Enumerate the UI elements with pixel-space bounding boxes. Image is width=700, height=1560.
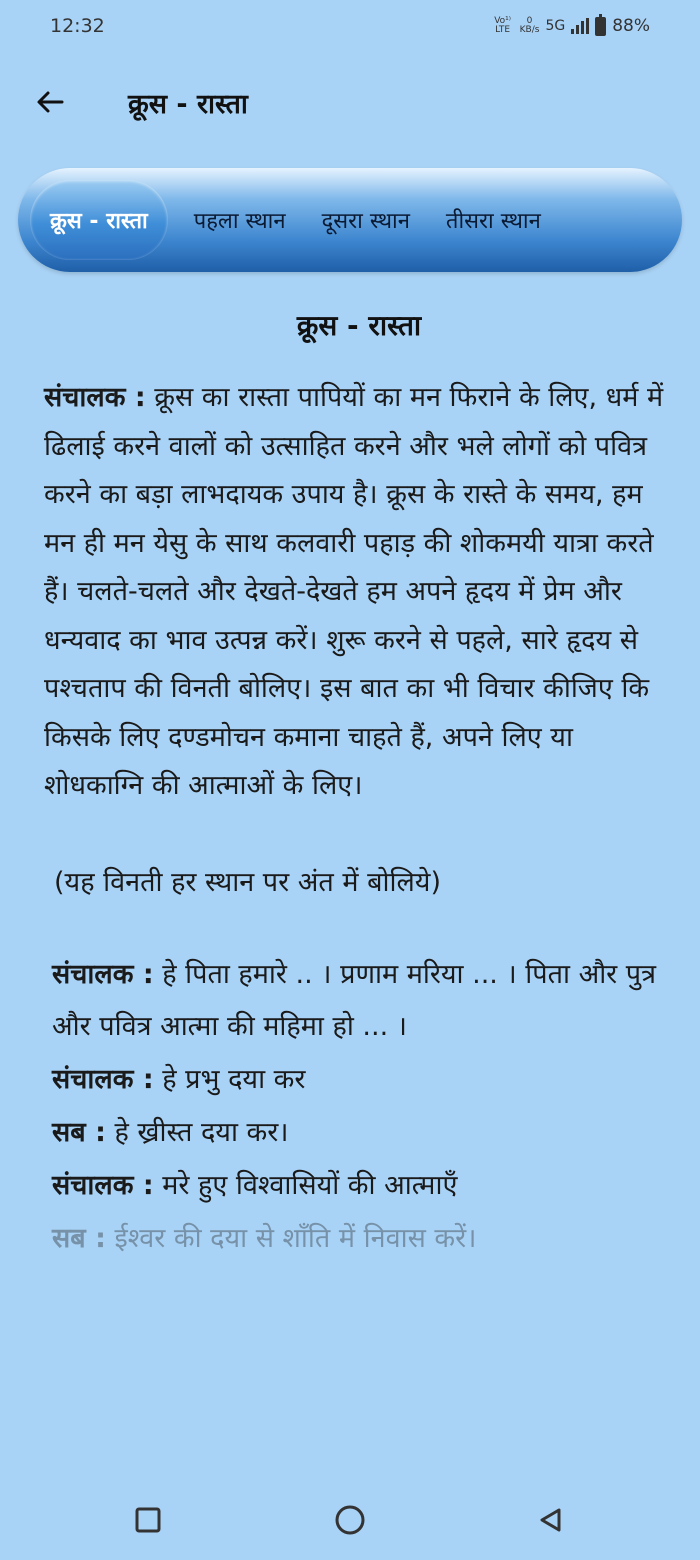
prayer-block (44, 949, 664, 1265)
prayer-line (44, 1159, 664, 1212)
network-speed-value: 0 (526, 16, 533, 26)
network-type: 5G (545, 18, 566, 34)
tab-second-station[interactable]: दूसरा स्थान (321, 209, 410, 234)
tab-third-station[interactable]: तीसरा स्थान (445, 209, 541, 234)
speaker-label: सब : (52, 1222, 106, 1254)
content-heading: क्रूस - रास्ता (296, 309, 422, 342)
volte-icon: Vo¹⁾ LTE (494, 16, 512, 35)
speaker-label: सब : (52, 1116, 106, 1148)
tab-cross-way[interactable]: क्रूस - रास्ता (30, 180, 168, 260)
prayer-text: हे प्रभु दया कर (153, 1063, 306, 1095)
tab-bar (18, 168, 682, 272)
circle-home-icon[interactable] (334, 1504, 366, 1536)
prayer-line (44, 949, 664, 1053)
system-nav-bar (0, 1480, 700, 1560)
status-bar (0, 0, 700, 52)
arrow-back-icon[interactable] (34, 86, 66, 118)
intro-paragraph (44, 374, 664, 811)
speaker-label: संचालक : (52, 958, 154, 990)
page-title: क्रूस - रास्ता (128, 89, 248, 120)
network-speed (520, 17, 540, 35)
battery-icon (595, 17, 606, 36)
prayer-line (44, 1106, 664, 1159)
prayer-text: हे पिता हमारे .. । प्रणाम मरिया ... । पिता और पुत्र और पवित्र आत्मा की महिमा हो ... । (52, 958, 657, 1042)
app-bar (0, 72, 700, 132)
prayer-line (44, 1212, 664, 1265)
square-recents-icon[interactable] (134, 1506, 162, 1534)
tab-first-station[interactable]: पहला स्थान (193, 209, 286, 234)
speaker-label: संचालक : (52, 1169, 154, 1201)
status-time: 12:32 (50, 15, 105, 37)
instruction-note: (यह विनती हर स्थान पर अंत में बोलिये) (54, 866, 442, 898)
status-icons (492, 16, 650, 36)
battery-percent: 88% (612, 16, 650, 36)
speaker-label: संचालक : (52, 1063, 154, 1095)
speaker-label: संचालक : (44, 382, 146, 413)
network-speed-unit: KB/s (519, 25, 540, 35)
content-area (44, 306, 664, 1265)
prayer-text: ईश्वर की दया से शाँति में निवास करें। (105, 1222, 477, 1254)
intro-text: क्रूस का रास्ता पापियों का मन फिराने के लिए, धर्म में ढिलाई करने वालों को उत्साहित करने और भले लोगों को पवित्र करने का बड़ा लाभदायक उपाय है। क्रूस के रास्ते के समय, हम मन ही मन येसु के साथ कलवारी पहाड़ की शोकमयी यात्रा करते हैं। चलते-चलते और देखते-देखते हम अपने हृदय में प्रेम और धन्यवाद का भाव उत्पन्न करें। शुरू करने से पहले, सारे हृदय से पश्चताप की विनती बोलिए। इस बात का भी विचार कीजिए कि किसके लिए दण्डमोचन कमाना चाहते हैं, अपने लिए या शोधकाग्नि की आत्माओं के लिए। (44, 382, 664, 801)
prayer-text: हे ख्रीस्त दया कर। (105, 1116, 289, 1148)
prayer-text: मरे हुए विश्वासियों की आत्माएँ (153, 1169, 458, 1201)
triangle-back-icon[interactable] (537, 1506, 565, 1534)
prayer-line (44, 1053, 664, 1106)
signal-icon (571, 18, 589, 34)
